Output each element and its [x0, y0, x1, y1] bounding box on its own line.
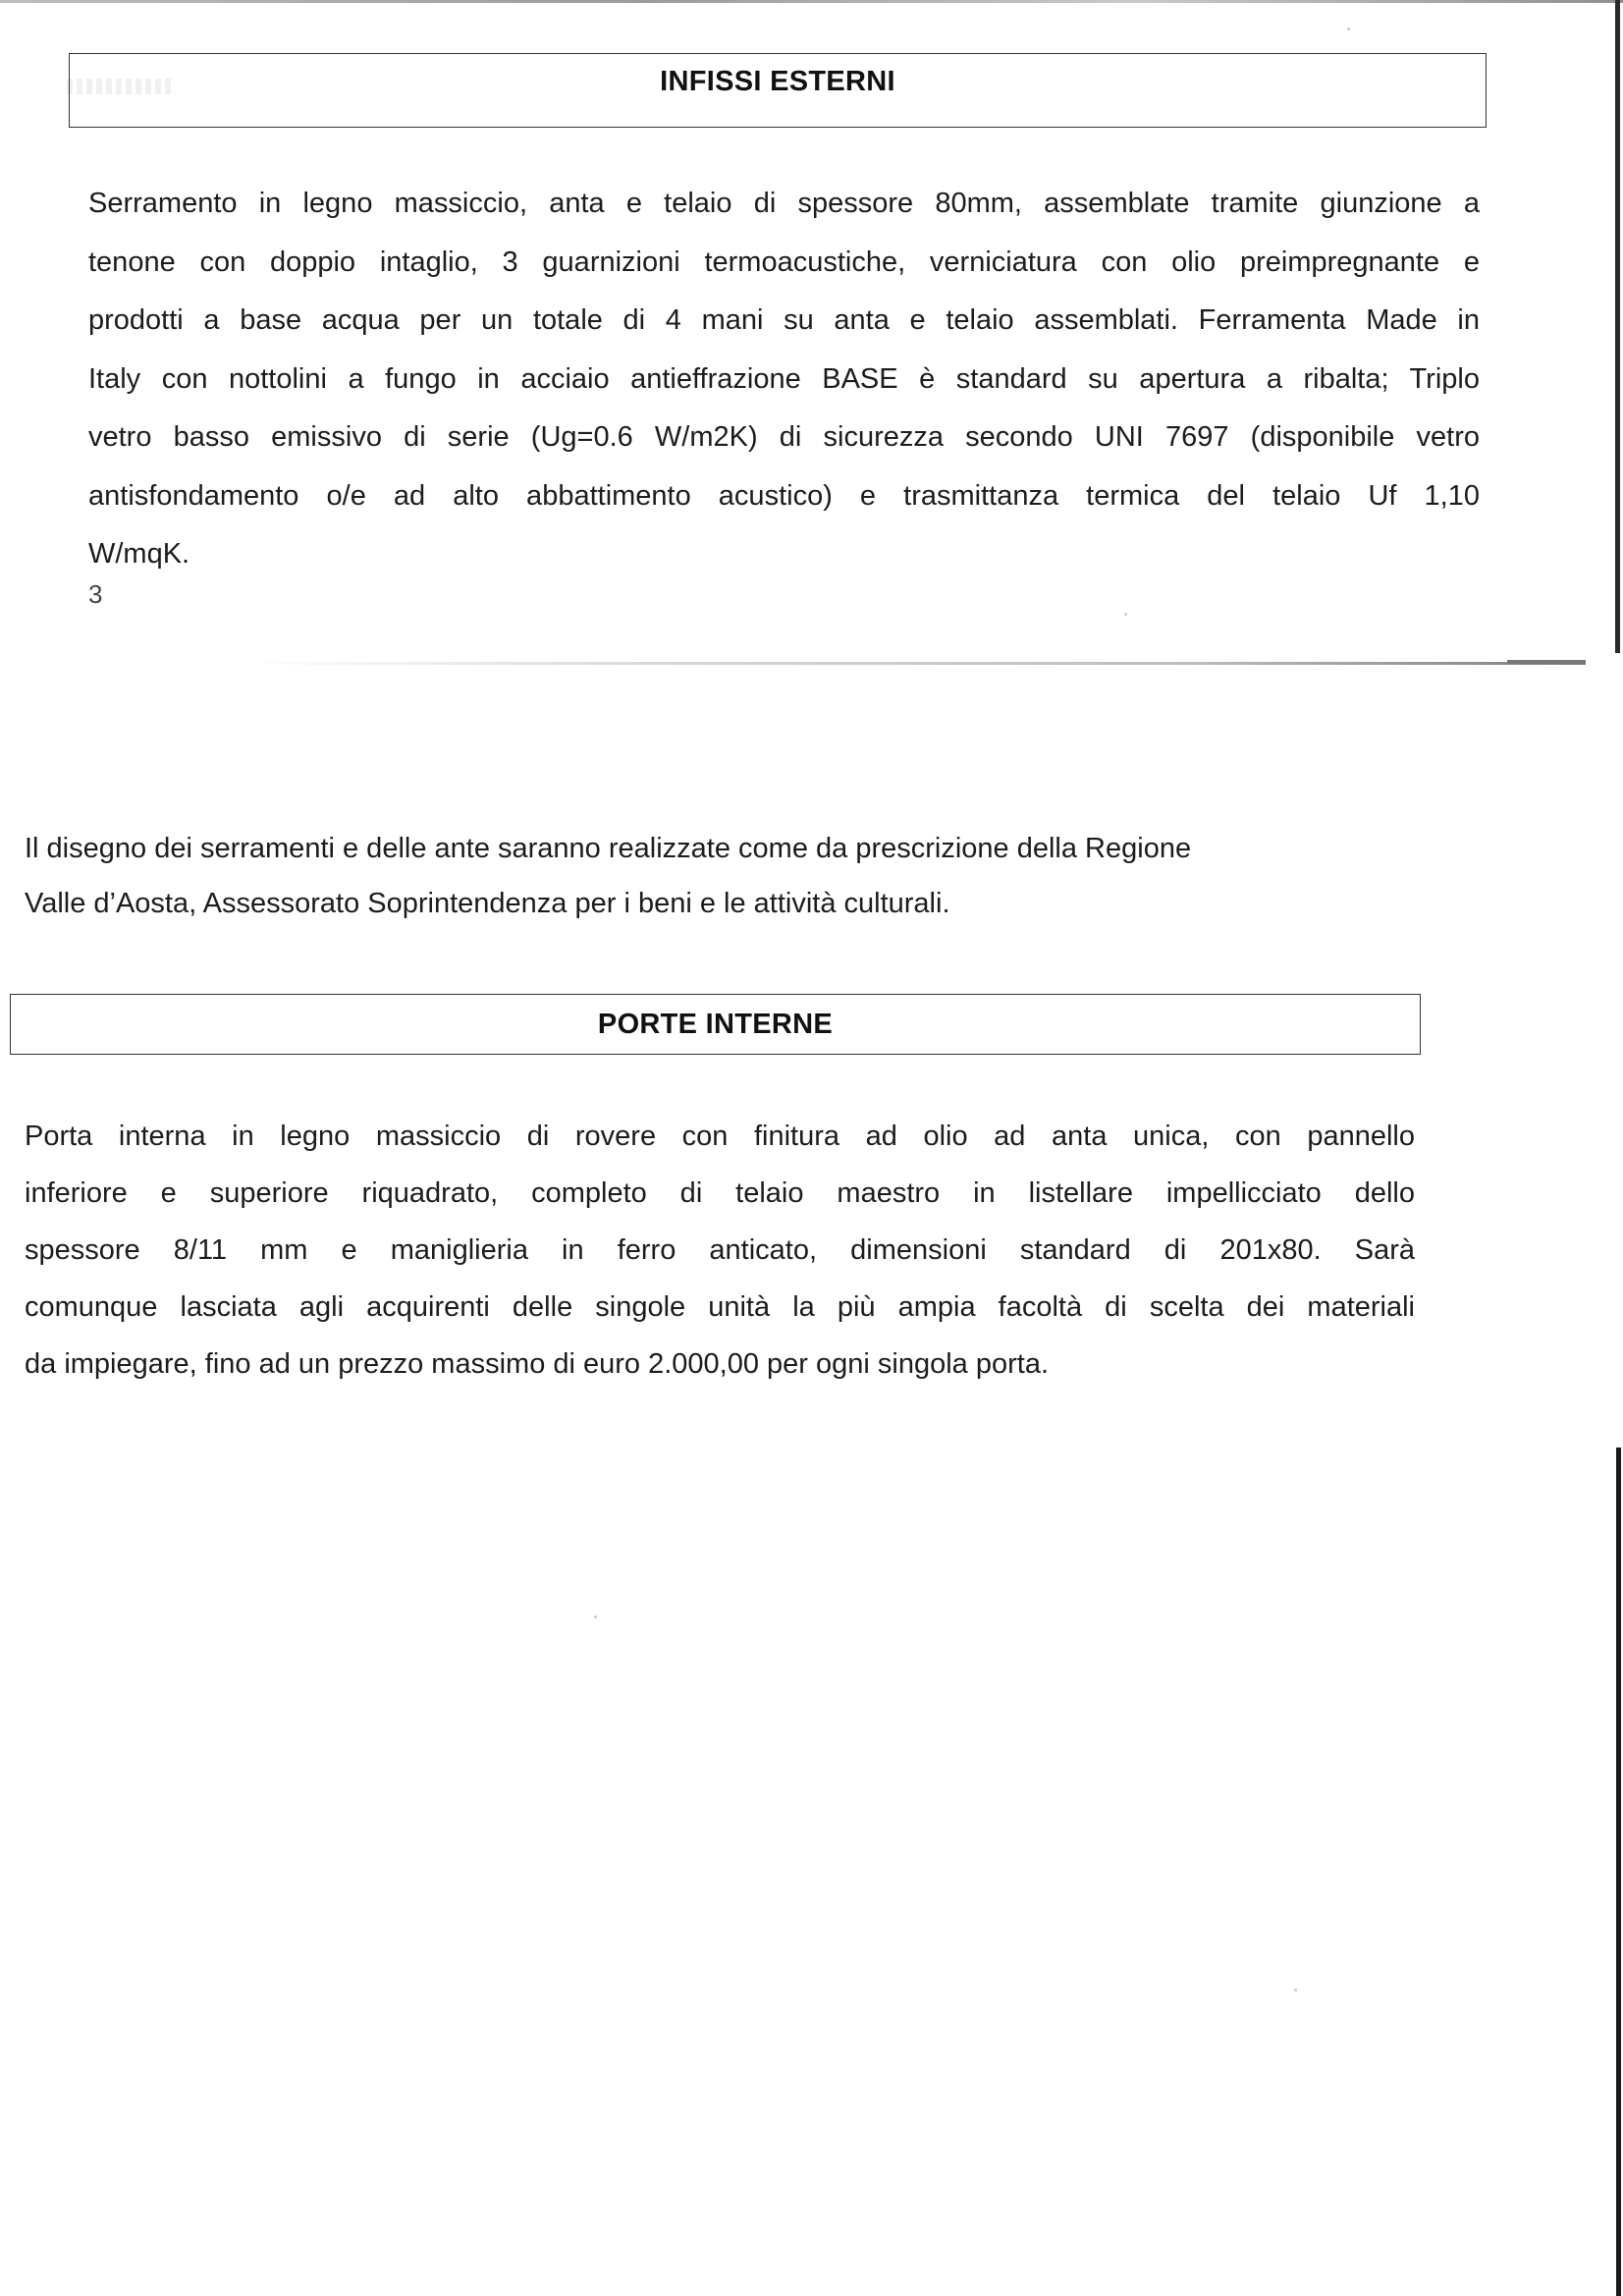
scan-edge-shadow [1616, 1448, 1621, 2296]
text-line: Porta interna in legno massiccio di rovere con finitura ad olio ad anta unica, con pannello [25, 1121, 1415, 1152]
text-line: prodotti a base acqua per un totale di 4 mani su anta e telaio assemblati. Ferramenta Made in [88, 304, 1480, 336]
section-heading: PORTE INTERNE [597, 1008, 834, 1040]
text-line: Italy con nottolini a fungo in acciaio antieffrazione BASE è standard su apertura a ribalta; Triplo [88, 362, 1480, 395]
scan-speck [1294, 1989, 1297, 1992]
section-heading-box [69, 53, 1487, 128]
section-heading: INFISSI ESTERNI [660, 66, 895, 97]
scan-speck [1347, 27, 1350, 30]
scan-fold-line [1507, 660, 1586, 664]
scan-speck [594, 1615, 597, 1618]
text-line: tenone con doppio intaglio, 3 guarnizioni termoacustiche, verniciatura con olio preimpregnante e [88, 246, 1480, 278]
section-heading-box [10, 994, 1421, 1055]
scan-speck [1124, 613, 1127, 616]
text-line: W/mqK. [88, 538, 190, 570]
text-line: Valle d’Aosta, Assessorato Soprintendenza per i beni e le attività culturali. [25, 888, 950, 919]
text-line: antisfondamento o/e ad alto abbattimento acustico) e trasmittanza termica del telaio Uf 1,10 [88, 479, 1480, 512]
scan-edge-shadow [1615, 0, 1620, 653]
text-line: inferiore e superiore riquadrato, completo di telaio maestro in listellare impellicciato dello [25, 1177, 1415, 1209]
text-line: Serramento in legno massiccio, anta e telaio di spessore 80mm, assemblate tramite giunzione a [88, 188, 1480, 219]
paragraph-infissi-esterni [88, 175, 1480, 584]
paragraph-disegno-note [25, 821, 1448, 931]
text-line: comunque lasciata agli acquirenti delle singole unità la più ampia facoltà di scelta dei materiali [25, 1291, 1415, 1323]
text-line: Il disegno dei serramenti e delle ante saranno realizzate come da prescrizione della Regione [25, 833, 1192, 864]
text-line: spessore 8/11 mm e maniglieria in ferro anticato, dimensioni standard di 201x80. Sarà [25, 1234, 1415, 1266]
text-line: da impiegare, fino ad un prezzo massimo di euro 2.000,00 per ogni singola porta. [25, 1348, 1050, 1380]
text-line: vetro basso emissivo di serie (Ug=0.6 W/m2K) di sicurezza secondo UNI 7697 (disponibile vetro [88, 421, 1480, 453]
stray-mark: 3 [88, 579, 103, 609]
scan-fold-line [245, 662, 1586, 665]
scan-edge-line [0, 0, 1623, 3]
paragraph-porte-interne [25, 1108, 1415, 1393]
